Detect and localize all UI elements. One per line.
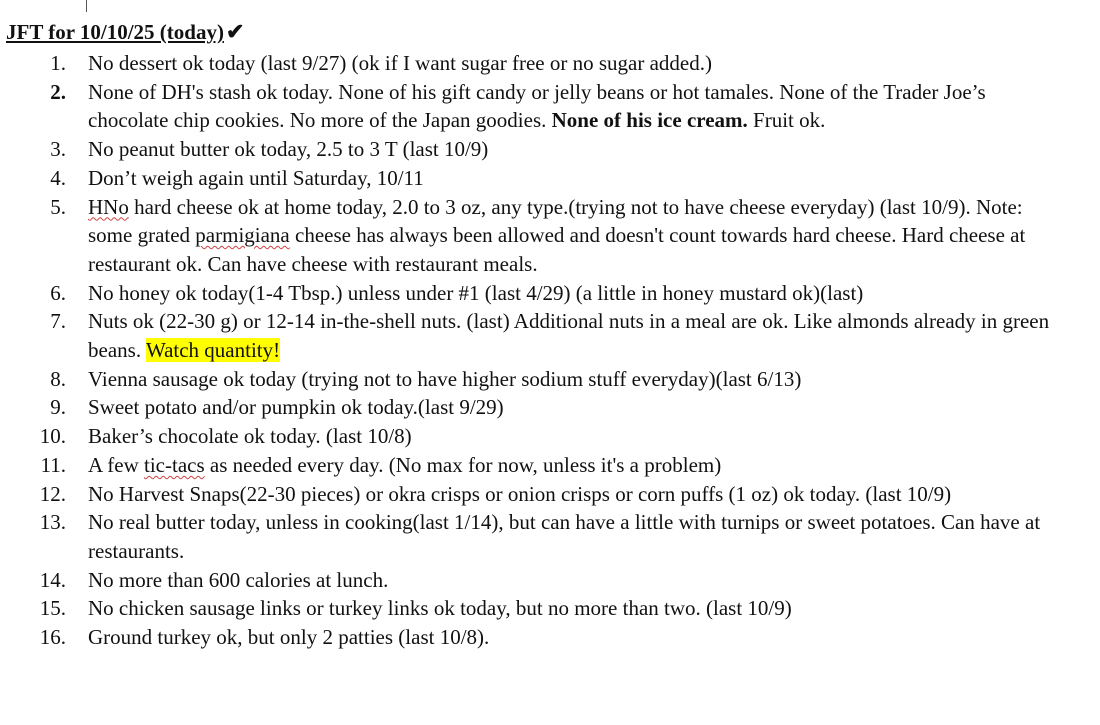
highlighted-text: Watch quantity! [145,338,281,363]
list-item [0,193,1100,279]
numbered-list [0,49,1100,652]
list-number: 1. [50,51,66,75]
list-item [0,566,1100,595]
list-number: 11. [40,452,66,477]
list-item [0,480,1100,509]
list-item-text: Don’t weigh again until Saturday, 10/11 [88,165,424,190]
list-item [0,365,1100,394]
list-item-text: cheese has always been allowed and doesn't count towards hard cheese. Hard cheese at restaurant ok. Can have cheese with restaurant meals. [88,223,1026,276]
document-heading [6,19,244,45]
list-number: 3. [50,137,66,162]
list-number: 9. [50,395,66,420]
list-item-text: Sweet potato and/or pumpkin ok today.(last 9/29) [88,395,504,420]
list-item-text: as needed every day. (No max for now, unless it's a problem) [204,452,722,477]
list-item-text: None of DH's stash ok today. None of his gift candy or jelly beans or hot tamales. None of the Trader Joe’s chocolate chip cookies. No more of the Japan goodies. [88,79,986,133]
list-number: 7. [50,309,66,334]
list-number: 12. [39,481,66,506]
list-item-text: Vienna sausage ok today (trying not to have higher sodium stuff everyday)(last 6/13) [88,366,802,391]
list-item [0,508,1100,565]
list-item-text: Ground turkey ok, but only 2 patties (last 10/8). [88,625,490,650]
list-item [0,623,1100,652]
list-item-text: A few [88,452,144,477]
list-number: 13. [39,510,66,535]
list-item-text: No real butter today, unless in cooking(last 1/14), but can have a little with turnips or sweet potatoes. Can have at restaurants. [88,510,1041,563]
list-item-text: No Harvest Snaps(22-30 pieces) or okra crisps or onion crisps or corn puffs (1 oz) ok today. (last 10/9) [88,481,952,506]
list-number: 4. [50,165,66,190]
list-item-text: No dessert ok today (last 9/27) (ok if I want sugar free or no sugar added.) [88,51,712,75]
spellcheck-word[interactable]: tic-tacs [144,452,205,477]
bold-text: None of his ice cream. [551,108,748,133]
list-item-text: Nuts ok (22-30 g) or 12-14 in-the-shell nuts. (last) Additional nuts in a meal are ok. Like almonds already in green beans. [88,309,1050,363]
list-number: 15. [39,596,66,621]
list-number: 8. [50,366,66,391]
list-item-text: Fruit ok. [747,108,826,133]
spellcheck-word[interactable]: HNo [88,194,129,219]
list-number: 16. [39,625,66,650]
list-item-text: No peanut butter ok today, 2.5 to 3 T (last 10/9) [88,137,489,162]
list-item [0,164,1100,193]
heading-title: JFT for 10/10/25 (today) [6,20,224,44]
list-item [0,78,1100,135]
list-number: 5. [50,194,66,219]
list-item [0,135,1100,164]
text-cursor [86,0,87,12]
list-item [0,307,1100,364]
spellcheck-word[interactable]: parmigiana [195,223,290,248]
list-item-text: No more than 600 calories at lunch. [88,567,389,592]
list-item [0,451,1100,480]
list-number: 6. [50,280,66,305]
list-item [0,393,1100,422]
list-number: 2. [50,79,66,104]
list-item [0,49,1100,78]
list-item [0,279,1100,308]
list-item [0,594,1100,623]
list-item-text: Baker’s chocolate ok today. (last 10/8) [88,424,412,449]
list-item-text: No chicken sausage links or turkey links ok today, but no more than two. (last 10/9) [88,596,792,621]
list-item [0,422,1100,451]
list-item-text: No honey ok today(1-4 Tbsp.) unless under #1 (last 4/29) (a little in honey mustard ok)(last) [88,280,864,305]
list-item-text: hard cheese ok at home today, 2.0 to 3 oz, any type.(trying not to have cheese everyday) (last 10/9). Note: some grated [88,194,1023,248]
list-number: 10. [39,424,66,449]
checkmark-icon: ✔ [225,19,245,44]
list-number: 14. [39,567,66,592]
